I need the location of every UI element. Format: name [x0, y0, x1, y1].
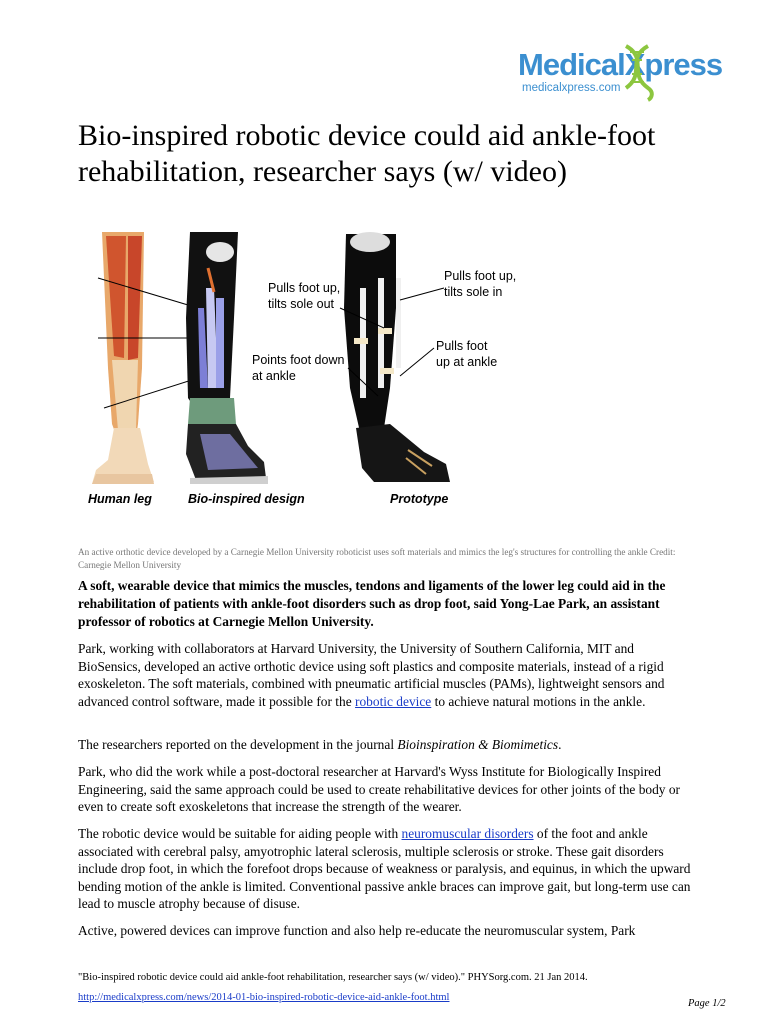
article-figure [78, 228, 517, 520]
figure-caption: An active orthotic device developed by a Carnegie Mellon University roboticist uses soft materials and mimics the leg's structures for controlling the ankle Credit: Carnegie Mellon University [78, 547, 676, 570]
article-paragraph-2: The researchers reported on the development in the journal Bioinspiration & Biomimetics. [78, 737, 562, 752]
logo-domain: medicalxpress.com [522, 82, 621, 94]
journal-name: Bioinspiration & Biomimetics [397, 737, 559, 752]
annotation-pulls-foot-up-at-ankle: Pulls foot up at ankle [436, 339, 498, 369]
footer-url [78, 992, 449, 1003]
logo-word-medical: Medical [518, 47, 625, 82]
article-paragraph-1: Park, working with collaborators at Harvard University, the University of Southern California, MIT and BioSensics, developed an active orthotic device using soft plastics and composite materials, instead of a rigid exoskeleton. The soft materials, combined with pneumatic artificial muscles (PAMs), lightweight sensors and advanced control software, made it possible for the robotic device to achieve natural motions in the ankle. [78, 641, 665, 709]
neuromuscular-disorders-link[interactable]: neuromuscular disorders [401, 826, 534, 841]
dna-helix-icon [618, 44, 658, 102]
article-lead: A soft, wearable device that mimics the muscles, tendons and ligaments of the lower leg could aid in the rehabilitation of patients with ankle-foot disorders such as drop foot, said Yong-Lae Park, an assistant professor of robotics at Carnegie Mellon University. [78, 578, 666, 629]
article-url-link[interactable]: http://medicalxpress.com/news/2014-01-bio-inspired-robotic-device-aid-ankle-foot.html [78, 992, 450, 1003]
label-prototype: Prototype [390, 492, 449, 506]
annotation-pulls-foot-up-tilts-out: Pulls foot up, tilts sole out [268, 281, 341, 311]
article-paragraph-4: The robotic device would be suitable for aiding people with neuromuscular disorders of the foot and ankle associated with cerebral palsy, amyotrophic lateral sclerosis, multiple sclerosis or stroke. These gait disorders include drop foot, in which the forefoot drops because of weakness or paralysis, and equinus, in which the upward bending motion of the ankle is limited. Conventional passive ankle braces can improve gait, but long-term use can lead to muscle atrophy because of disuse. [78, 826, 691, 911]
article-paragraph-5: Active, powered devices can improve function and also help re-educate the neuromuscular system, Park [78, 923, 636, 938]
human-leg-drawing [92, 232, 198, 484]
page-number: Page 1/2 [688, 998, 726, 1009]
site-logo[interactable] [518, 44, 733, 102]
robotic-device-link[interactable]: robotic device [355, 693, 432, 709]
label-bio-inspired-design: Bio-inspired design [188, 492, 305, 506]
article-title: Bio-inspired robotic device could aid ankle-foot rehabilitation, researcher says (w/ video) [78, 119, 656, 188]
annotation-pulls-foot-up-tilts-in: Pulls foot up, tilts sole in [444, 269, 517, 299]
annotation-points-foot-down: Points foot down at ankle [252, 353, 345, 383]
prototype-leg-drawing [340, 232, 450, 482]
logo-word-press: press [644, 47, 723, 82]
logo-letter-x: X [624, 47, 645, 82]
footer-citation: "Bio-inspired robotic device could aid ankle-foot rehabilitation, researcher says (w/ video)." PHYSorg.com. 21 Jan 2014. [78, 972, 588, 983]
article-paragraph-3: Park, who did the work while a post-doctoral researcher at Harvard's Wyss Institute for Biologically Inspired Engineering, said the same approach could be used to create rehabilitative devices for other joints of the body or even to create soft exoskeletons that increase the strength of the wearer. [78, 764, 680, 814]
label-human-leg: Human leg [88, 492, 152, 506]
